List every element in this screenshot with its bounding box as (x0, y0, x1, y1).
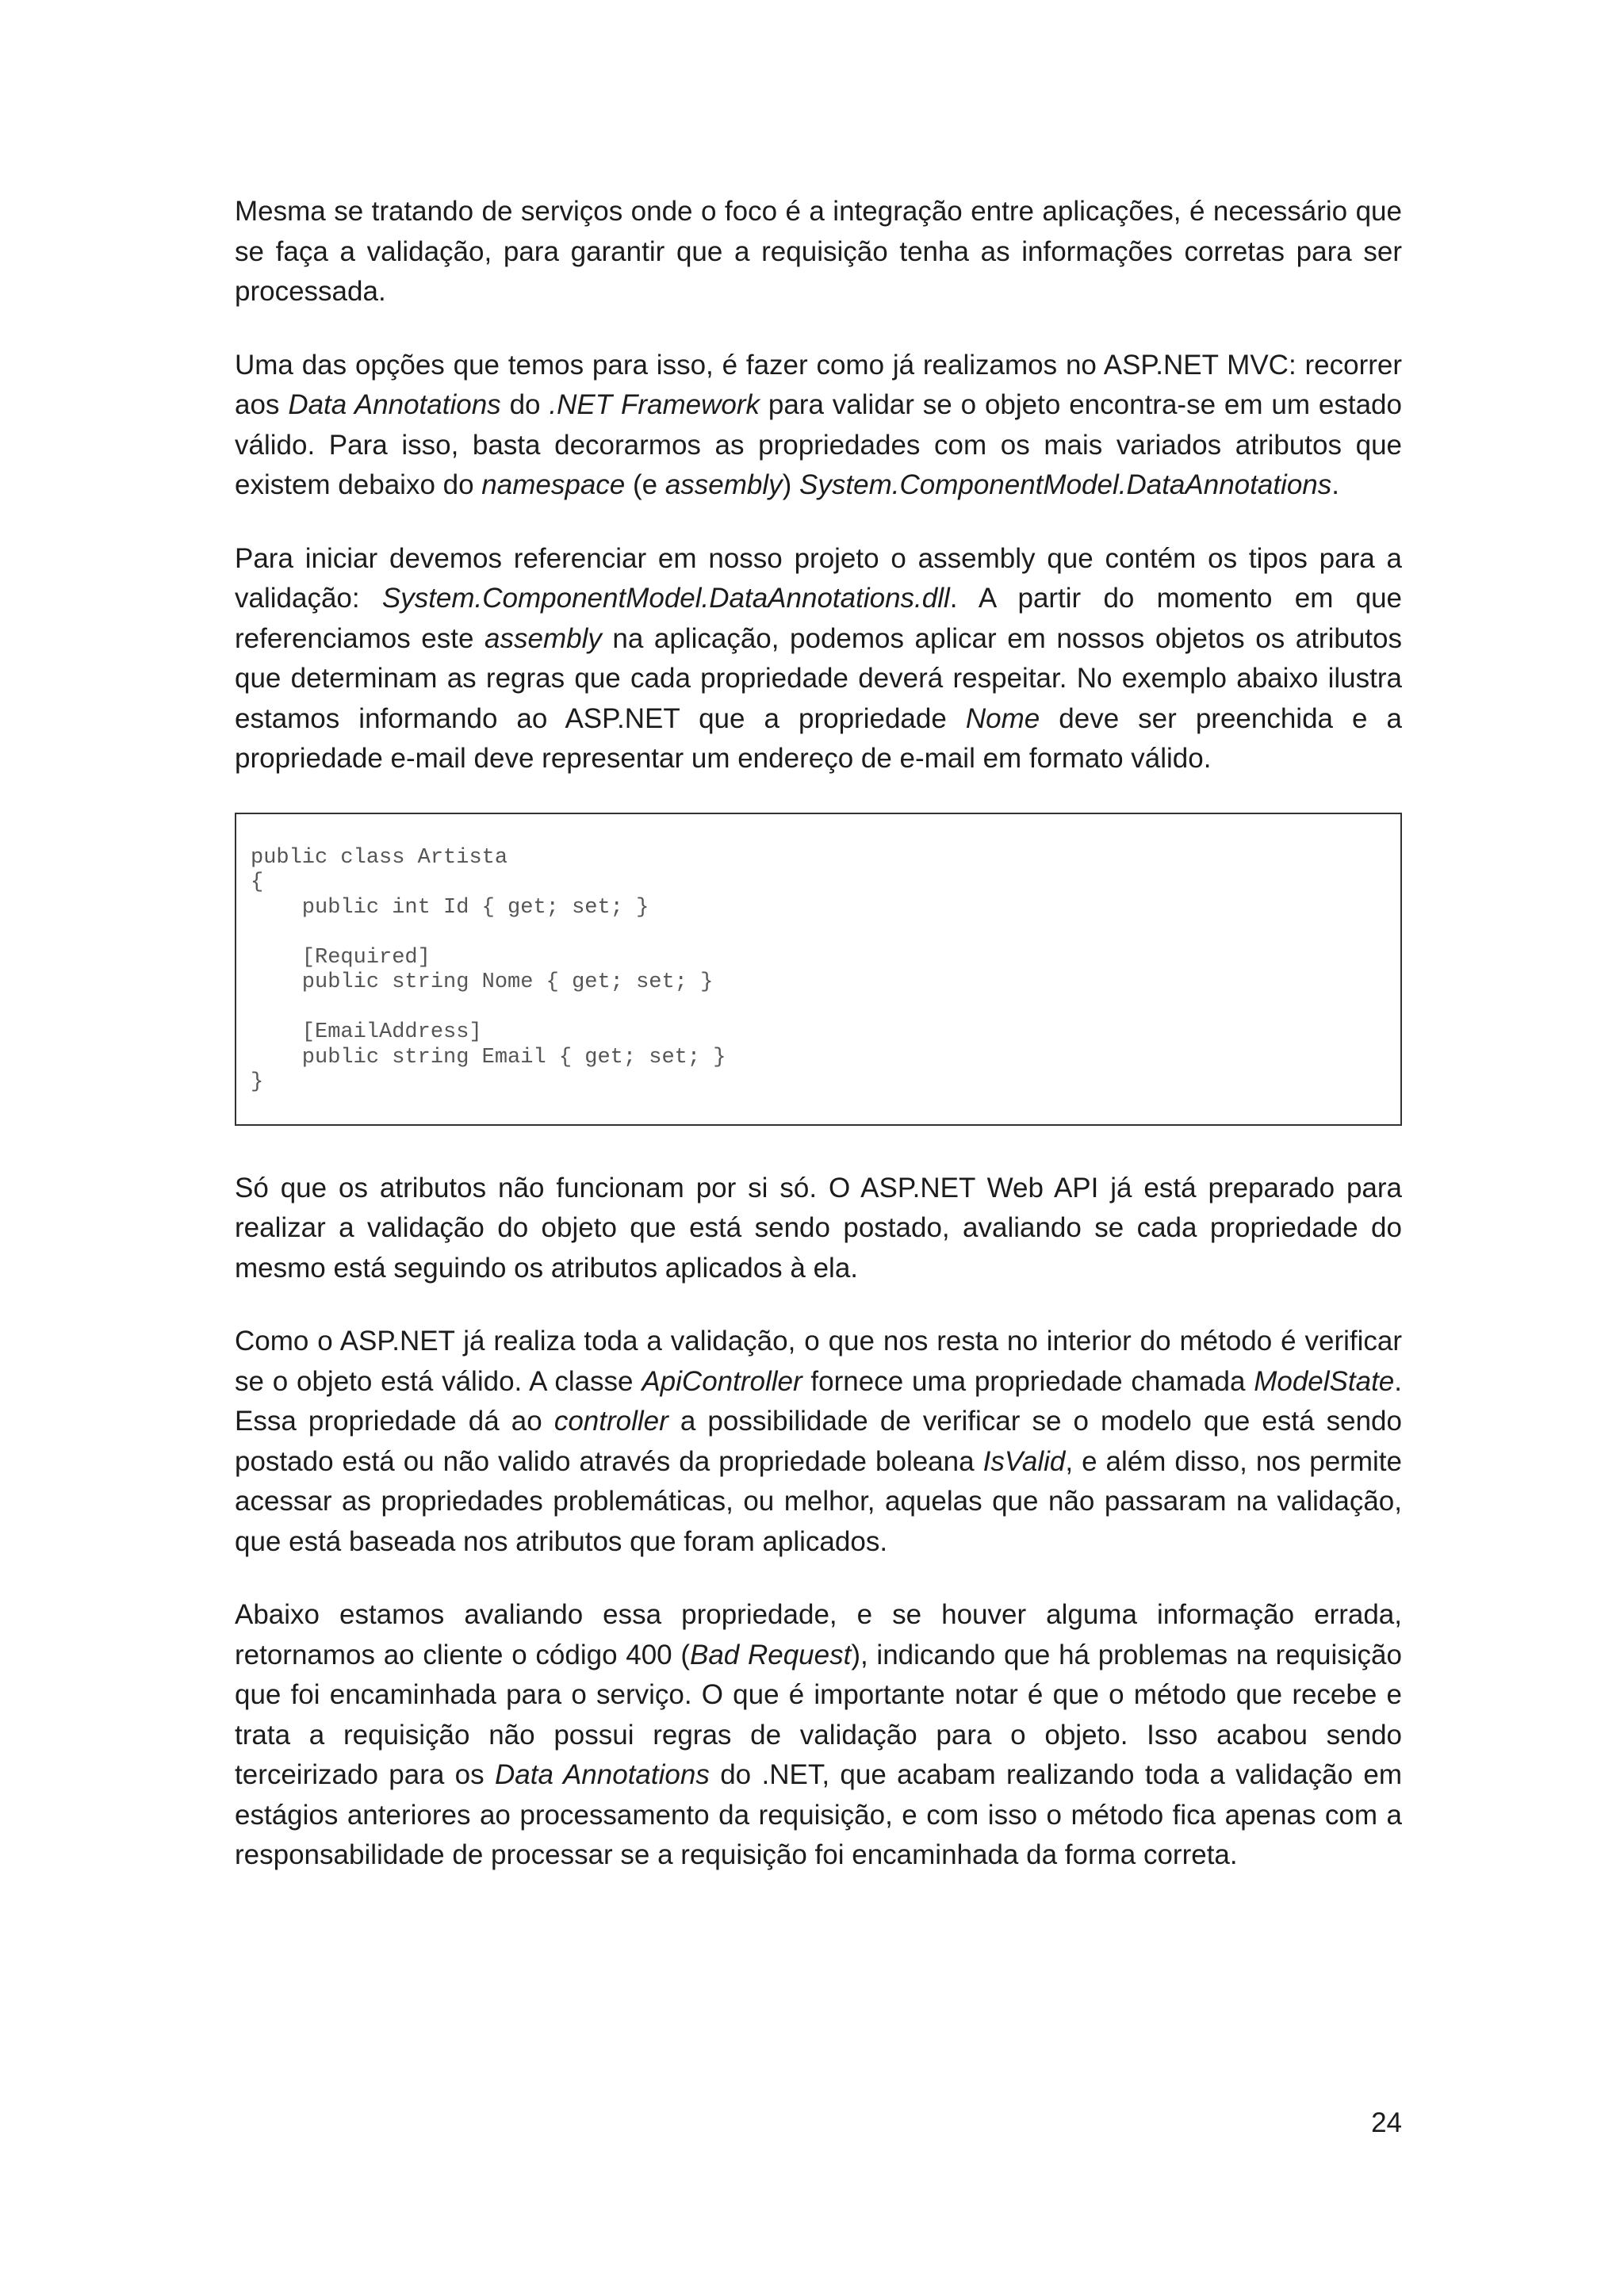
code-block (251, 846, 1386, 1096)
text-run: ) (782, 469, 800, 500)
code-line: public int Id { get; set; } (251, 895, 649, 920)
code-line: [EmailAddress] (251, 1020, 482, 1044)
paragraph-modelstate (235, 1322, 1402, 1562)
code-line: public string Nome { get; set; } (251, 970, 714, 994)
paragraph-text: Só que os atributos não funcionam por si só. O ASP.NET Web API já está preparado para realizar a validação do objeto que está sendo postado, avaliando se cada propriedade do mesmo está seguindo os atributos aplicados à ela. (235, 1172, 1402, 1284)
text-run: . (1331, 469, 1339, 500)
code-line: public string Email { get; set; } (251, 1045, 726, 1070)
italic-term: .NET Framework (549, 389, 760, 420)
italic-term: assembly (485, 622, 602, 654)
italic-term: Bad Request (690, 1639, 852, 1670)
italic-term: IsValid (982, 1445, 1066, 1477)
text-run: Abaixo estamos avaliando essa propriedade, e se houver alguma informação errada, retornamos ao cliente o código 400 ( (235, 1599, 1402, 1670)
code-listing (235, 813, 1402, 1126)
italic-term: Data Annotations (288, 389, 501, 420)
code-line: [Required] (251, 945, 431, 970)
code-line: { (251, 871, 264, 894)
page-number: 24 (1371, 2107, 1402, 2138)
text-run: do .NET, que acabam realizando toda a validação em estágios anteriores ao processamento da requisição, e com isso o método fica apenas com a responsabilidade de processar se a requisição foi encaminhada da forma correta. (235, 1759, 1403, 1870)
text-run: deve ser preenchida e a propriedade e-mail deve representar um endereço de e-mail em formato válido. (235, 702, 1403, 774)
text-run: a possibilidade de verificar se o modelo que está sendo postado está ou não valido através da propriedade boleana (235, 1406, 1402, 1477)
text-run: . Essa propriedade dá ao (235, 1365, 1402, 1437)
text-run: Para iniciar devemos referenciar em nosso projeto o assembly que contém os tipos para a validação: (235, 542, 1402, 614)
italic-term: controller (553, 1406, 668, 1437)
italic-term: namespace (481, 469, 626, 500)
text-run: , e além disso, nos permite acessar as propriedades problemáticas, ou melhor, aquelas que não passaram na validação, que está baseada nos atributos que foram aplicados. (235, 1445, 1402, 1557)
italic-term: System.ComponentModel.DataAnnotations (799, 469, 1332, 500)
text-run: para validar se o objeto encontra-se em um estado válido. Para isso, basta decorarmos as propriedades com os mais variados atributos que existem debaixo do (235, 389, 1402, 500)
italic-term: ApiController (642, 1365, 802, 1397)
code-line: public class Artista (251, 845, 508, 870)
text-run: . A partir do momento em que referenciamos este (235, 583, 1402, 654)
text-run: Como o ASP.NET já realiza toda a validação, o que nos resta no interior do método é verificar se o objeto está válido. A classe (235, 1326, 1402, 1397)
text-run: (e (625, 469, 665, 500)
italic-term: System.ComponentModel.DataAnnotations.dll (381, 583, 950, 614)
text-run: ), indicando que há problemas na requisição que foi encaminhada para o serviço. O que é importante notar é que o método que recebe e trata a requisição não possui regras de validação para o objeto. Isso acabou sendo terceirizado para os (235, 1639, 1402, 1790)
text-run: Uma das opções que temos para isso, é fazer como já realizamos no ASP.NET MVC: recorrer aos (235, 349, 1402, 420)
paragraph-intro-text: Mesma se tratando de serviços onde o foco é a integração entre aplicações, é necessário que se faça a validação, para garantir que a requisição tenha as informações corretas para ser processada. (235, 196, 1402, 307)
paragraph-assembly-reference (235, 539, 1402, 779)
page-content (235, 192, 1402, 1876)
italic-term: Nome (965, 702, 1040, 734)
italic-term: assembly (665, 469, 783, 500)
italic-term: Data Annotations (494, 1759, 710, 1790)
paragraph-data-annotations (235, 346, 1402, 506)
paragraph-web-api-validation (235, 1169, 1402, 1289)
text-run: do (500, 389, 550, 420)
paragraph-intro (235, 192, 1402, 312)
text-run: na aplicação, podemos aplicar em nossos objetos os atributos que determinam as regras que cada propriedade deverá respeitar. No exemplo abaixo ilustra estamos informando ao ASP.NET que a propriedade (235, 622, 1402, 734)
italic-term: ModelState (1254, 1365, 1395, 1397)
code-line: } (251, 1070, 264, 1094)
text-run: fornece uma propriedade chamada (802, 1365, 1254, 1397)
paragraph-bad-request (235, 1595, 1402, 1876)
